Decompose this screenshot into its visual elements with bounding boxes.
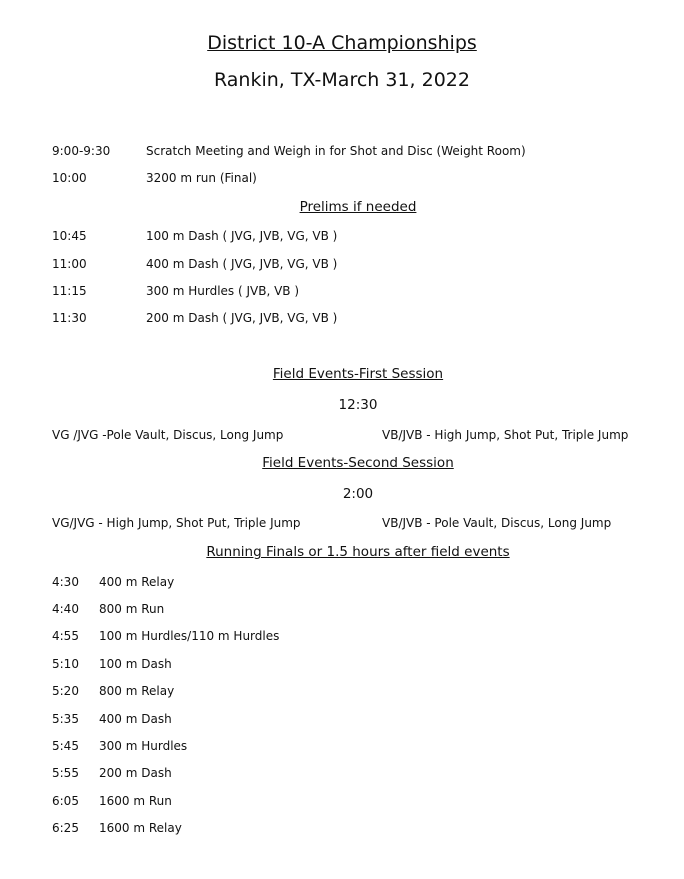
field-first-time: 12:30 (338, 397, 378, 413)
finals-time: 5:10 (52, 657, 79, 671)
finals-time: 5:20 (52, 684, 79, 698)
finals-event: 1600 m Relay (99, 821, 182, 835)
field-second-girls: VG/JVG - High Jump, Shot Put, Triple Jump (52, 516, 301, 530)
schedule-event: 300 m Hurdles ( JVB, VB ) (146, 284, 300, 298)
page-title: District 10-A Championships (207, 32, 477, 54)
field-second-time: 2:00 (342, 486, 374, 502)
finals-event: 800 m Relay (99, 684, 175, 698)
finals-event: 800 m Run (99, 602, 165, 616)
prelims-heading: Prelims if needed (299, 199, 417, 215)
finals-time: 5:35 (52, 712, 79, 726)
schedule-event: 3200 m run (Final) (146, 171, 257, 185)
finals-event: 1600 m Run (99, 794, 172, 808)
page-subtitle: Rankin, TX-March 31, 2022 (214, 69, 470, 91)
finals-event: 200 m Dash (99, 766, 172, 780)
schedule-time: 10:45 (52, 229, 87, 243)
finals-event: 400 m Relay (99, 575, 175, 589)
schedule-time: 10:00 (52, 171, 87, 185)
finals-heading: Running Finals or 1.5 hours after field events (206, 544, 510, 560)
finals-time: 6:25 (52, 821, 79, 835)
schedule-event: Scratch Meeting and Weigh in for Shot and Disc (Weight Room) (146, 144, 526, 158)
field-second-boys: VB/JVB - Pole Vault, Discus, Long Jump (382, 516, 612, 530)
finals-time: 5:45 (52, 739, 79, 753)
schedule-event: 200 m Dash ( JVG, JVB, VG, VB ) (146, 311, 338, 325)
finals-time: 4:55 (52, 629, 79, 643)
schedule-time: 11:15 (52, 284, 87, 298)
field-second-heading: Field Events-Second Session (262, 455, 454, 471)
finals-time: 6:05 (52, 794, 79, 808)
finals-time: 4:30 (52, 575, 79, 589)
schedule-event: 100 m Dash ( JVG, JVB, VG, VB ) (146, 229, 338, 243)
schedule-event: 400 m Dash ( JVG, JVB, VG, VB ) (146, 257, 338, 271)
finals-event: 400 m Dash (99, 712, 172, 726)
schedule-time: 9:00-9:30 (52, 144, 111, 158)
field-first-boys: VB/JVB - High Jump, Shot Put, Triple Jump (382, 428, 629, 442)
schedule-time: 11:00 (52, 257, 87, 271)
finals-event: 300 m Hurdles (99, 739, 188, 753)
schedule-time: 11:30 (52, 311, 87, 325)
field-first-heading: Field Events-First Session (272, 366, 444, 382)
finals-time: 5:55 (52, 766, 79, 780)
field-first-girls: VG /JVG -Pole Vault, Discus, Long Jump (52, 428, 284, 442)
finals-event: 100 m Hurdles/110 m Hurdles (99, 629, 280, 643)
finals-time: 4:40 (52, 602, 79, 616)
finals-event: 100 m Dash (99, 657, 172, 671)
